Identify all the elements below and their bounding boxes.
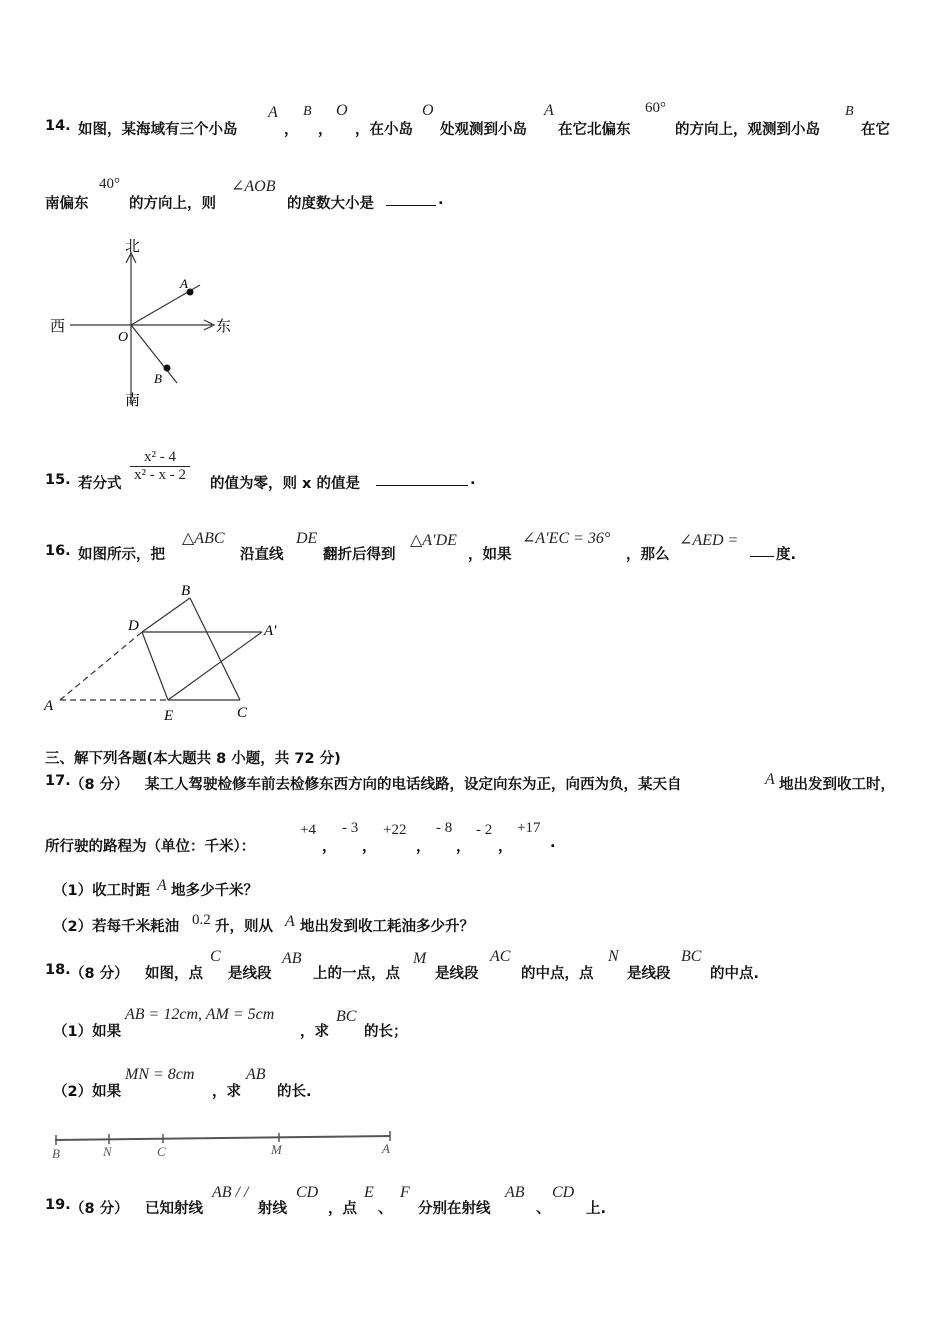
q19-text-2: 射线 <box>258 1201 287 1217</box>
q17-value: - 8 <box>436 820 453 836</box>
label-o: O <box>118 330 129 345</box>
q18-segment-figure <box>45 1128 405 1164</box>
segment-de <box>142 632 168 700</box>
q14-sep: ， <box>318 122 333 138</box>
label-c: C <box>157 1144 166 1159</box>
segment-bc <box>190 598 240 700</box>
q17-sub1-pre: （1）收工时距 <box>53 883 151 899</box>
q16-text-5: ，那么 <box>626 547 670 563</box>
q18-sub2-mid: ，求 <box>212 1084 241 1100</box>
q15-fraction <box>130 449 190 484</box>
q14-text-2: ，在小岛 <box>355 122 413 138</box>
q16-text-2: 沿直线 <box>240 547 284 563</box>
q14-sep: ， <box>284 122 299 138</box>
q14-compass-figure <box>40 235 250 410</box>
q15-answer-blank <box>376 473 468 486</box>
q14-angle-aob: ∠AOB <box>231 178 276 195</box>
q14-answer-blank <box>386 193 436 206</box>
q14-text-8: 的方向上，则 <box>129 196 216 212</box>
q14-text-4: 在它北偏东 <box>558 122 631 138</box>
q19-number: 19. <box>45 1197 71 1213</box>
label-west: 西 <box>50 319 66 335</box>
q18-text-6: 是线段 <box>627 966 671 982</box>
q15-denominator: x² - x - 2 <box>130 466 190 484</box>
section-3-title: 三、解下列各题(本大题共 8 小题，共 72 分) <box>45 751 341 767</box>
q17-sub2-pre: （2）若每千米耗油 <box>53 919 180 935</box>
q17-comma: ， <box>416 839 431 855</box>
q18-sub1-pre: （1）如果 <box>53 1024 122 1040</box>
label-south: 南 <box>125 393 141 409</box>
q18-segment-bc: BC <box>681 948 702 965</box>
q17-comma: ， <box>498 839 513 855</box>
q17-text-2: 地出发到收工时， <box>779 777 895 793</box>
q17-comma: ， <box>456 839 471 855</box>
q17-sub2-mid: 升，则从 <box>215 919 273 935</box>
q18-text-3: 上的一点，点 <box>313 966 400 982</box>
q16-condition: ∠A′EC = 36° <box>522 530 611 547</box>
q17-value: - 2 <box>476 822 493 838</box>
q18-sub2-post: 的长. <box>277 1084 312 1100</box>
label-n: N <box>103 1144 112 1159</box>
q17-score: （8 分） <box>70 777 129 793</box>
q14-text-5: 的方向上，观测到小岛 <box>675 122 820 138</box>
q14-island-a-2: A <box>544 102 554 119</box>
q15-numerator: x² - 4 <box>144 449 176 465</box>
q17-value: +22 <box>383 822 407 838</box>
q17-number: 17. <box>45 773 71 789</box>
point-b <box>164 365 171 372</box>
q19-sep: 、 <box>378 1201 393 1217</box>
q14-text-7: 南偏东 <box>45 196 89 212</box>
q17-comma: ， <box>362 839 377 855</box>
q18-text-5: 的中点，点 <box>521 966 594 982</box>
q17-sub2-post: 地出发到收工耗油多少升？ <box>300 919 474 935</box>
q19-score: （8 分） <box>70 1201 129 1217</box>
label-a: A <box>382 1141 390 1156</box>
q16-text-3: 翻折后得到 <box>323 547 396 563</box>
q16-triangle-a-prime-de: △A′DE <box>410 532 457 549</box>
q19-text-1: 已知射线 <box>145 1201 203 1217</box>
q17-sub1-post: 地多少千米？ <box>171 883 258 899</box>
label-b: B <box>181 583 191 599</box>
dashed-ad <box>60 632 142 700</box>
q18-number: 18. <box>45 962 71 978</box>
q18-text-2: 是线段 <box>228 966 272 982</box>
q16-fold-figure <box>40 580 290 725</box>
q19-end: 上. <box>586 1201 607 1217</box>
q17-comma: ， <box>322 839 337 855</box>
q14-island-b: B <box>303 104 312 119</box>
label-b: B <box>52 1146 60 1161</box>
q15-text-1: 若分式 <box>78 476 122 492</box>
segment-db <box>142 598 190 632</box>
label-c: C <box>237 705 248 721</box>
q17-sub2-a: A <box>285 913 295 930</box>
q16-text-6: 度. <box>776 547 797 563</box>
q18-segment-ac: AC <box>490 948 511 965</box>
q14-number: 14. <box>45 118 71 134</box>
q14-end: . <box>438 192 444 208</box>
segment-a-prime-e <box>168 632 262 700</box>
label-a: A <box>44 698 54 714</box>
q19-ray-ab: AB <box>505 1184 525 1201</box>
q16-number: 16. <box>45 543 71 559</box>
q16-line-de: DE <box>296 530 318 547</box>
q18-text-4: 是线段 <box>435 966 479 982</box>
q15-number: 15. <box>45 472 71 488</box>
q15-end: . <box>470 472 476 488</box>
q16-answer-blank <box>750 544 774 557</box>
q14-island-b-2: B <box>845 104 854 119</box>
q14-degree-40: 40° <box>99 176 120 192</box>
q19-sep-2: 、 <box>536 1201 551 1217</box>
q17-sub2-value: 0.2 <box>192 912 211 928</box>
q18-score: （8 分） <box>70 966 129 982</box>
q17-value: - 3 <box>342 820 359 836</box>
q17-sub1-a: A <box>157 877 167 894</box>
q18-sub1-bc: BC <box>336 1008 357 1025</box>
q16-ask: ∠AED = <box>679 532 739 549</box>
q16-text-4: ，如果 <box>468 547 512 563</box>
q18-text-7: 的中点. <box>710 966 760 982</box>
label-east: 东 <box>216 319 232 335</box>
q16-text-1: 如图所示，把 <box>78 547 165 563</box>
q14-text-9: 的度数大小是 <box>287 196 374 212</box>
label-north: 北 <box>125 239 141 255</box>
q15-text-2: 的值为零，则 x 的值是 <box>210 476 360 492</box>
q19-ray-ab-parallel: AB / / <box>212 1184 249 1201</box>
q19-point-e: E <box>364 1184 374 1201</box>
segment-ba <box>55 1136 390 1140</box>
q17-text-1: 某工人驾驶检修车前去检修东西方向的电话线路，设定向东为正，向西为负，某天自 <box>145 777 682 793</box>
q19-text-4: 分别在射线 <box>418 1201 491 1217</box>
label-a-prime: A′ <box>264 623 277 639</box>
q17-value: +4 <box>300 822 316 838</box>
q17-end: . <box>550 835 556 851</box>
q18-point-n: N <box>608 948 619 965</box>
q14-text-3: 处观测到小岛 <box>440 122 527 138</box>
q14-island-o-2: O <box>422 102 434 119</box>
q17-point-a: A <box>765 771 775 788</box>
q14-text-6: 在它 <box>861 122 890 138</box>
q17-value: +17 <box>517 820 541 836</box>
label-d: D <box>128 618 139 634</box>
q18-sub2-pre: （2）如果 <box>53 1084 122 1100</box>
q18-sub1-mid: ，求 <box>300 1024 329 1040</box>
q18-sub2-condition: MN = 8cm <box>125 1066 195 1083</box>
q18-sub2-ab: AB <box>246 1066 266 1083</box>
q19-ray-cd: CD <box>296 1184 319 1201</box>
q18-text-1: 如图，点 <box>145 966 203 982</box>
q16-triangle-abc: △ABC <box>182 530 225 547</box>
q14-island-a: A <box>268 104 278 121</box>
q18-point-c: C <box>210 948 221 965</box>
q19-text-3: ，点 <box>328 1201 357 1217</box>
q18-point-m: M <box>413 950 427 967</box>
q18-segment-ab: AB <box>282 950 302 967</box>
q17-text-3: 所行驶的路程为（单位：千米）： <box>45 839 256 855</box>
q19-point-f: F <box>400 1184 410 1201</box>
label-a: A <box>180 276 188 291</box>
q14-island-o: O <box>336 102 348 119</box>
label-m: M <box>271 1142 282 1157</box>
q14-degree-60: 60° <box>645 100 666 116</box>
q18-sub1-condition: AB = 12cm, AM = 5cm <box>125 1006 275 1023</box>
label-e: E <box>164 708 174 724</box>
q18-sub1-post: 的长； <box>364 1024 408 1040</box>
q14-text-1: 如图，某海域有三个小岛 <box>78 122 238 138</box>
q19-ray-cd-2: CD <box>552 1184 575 1201</box>
label-b: B <box>154 371 162 386</box>
